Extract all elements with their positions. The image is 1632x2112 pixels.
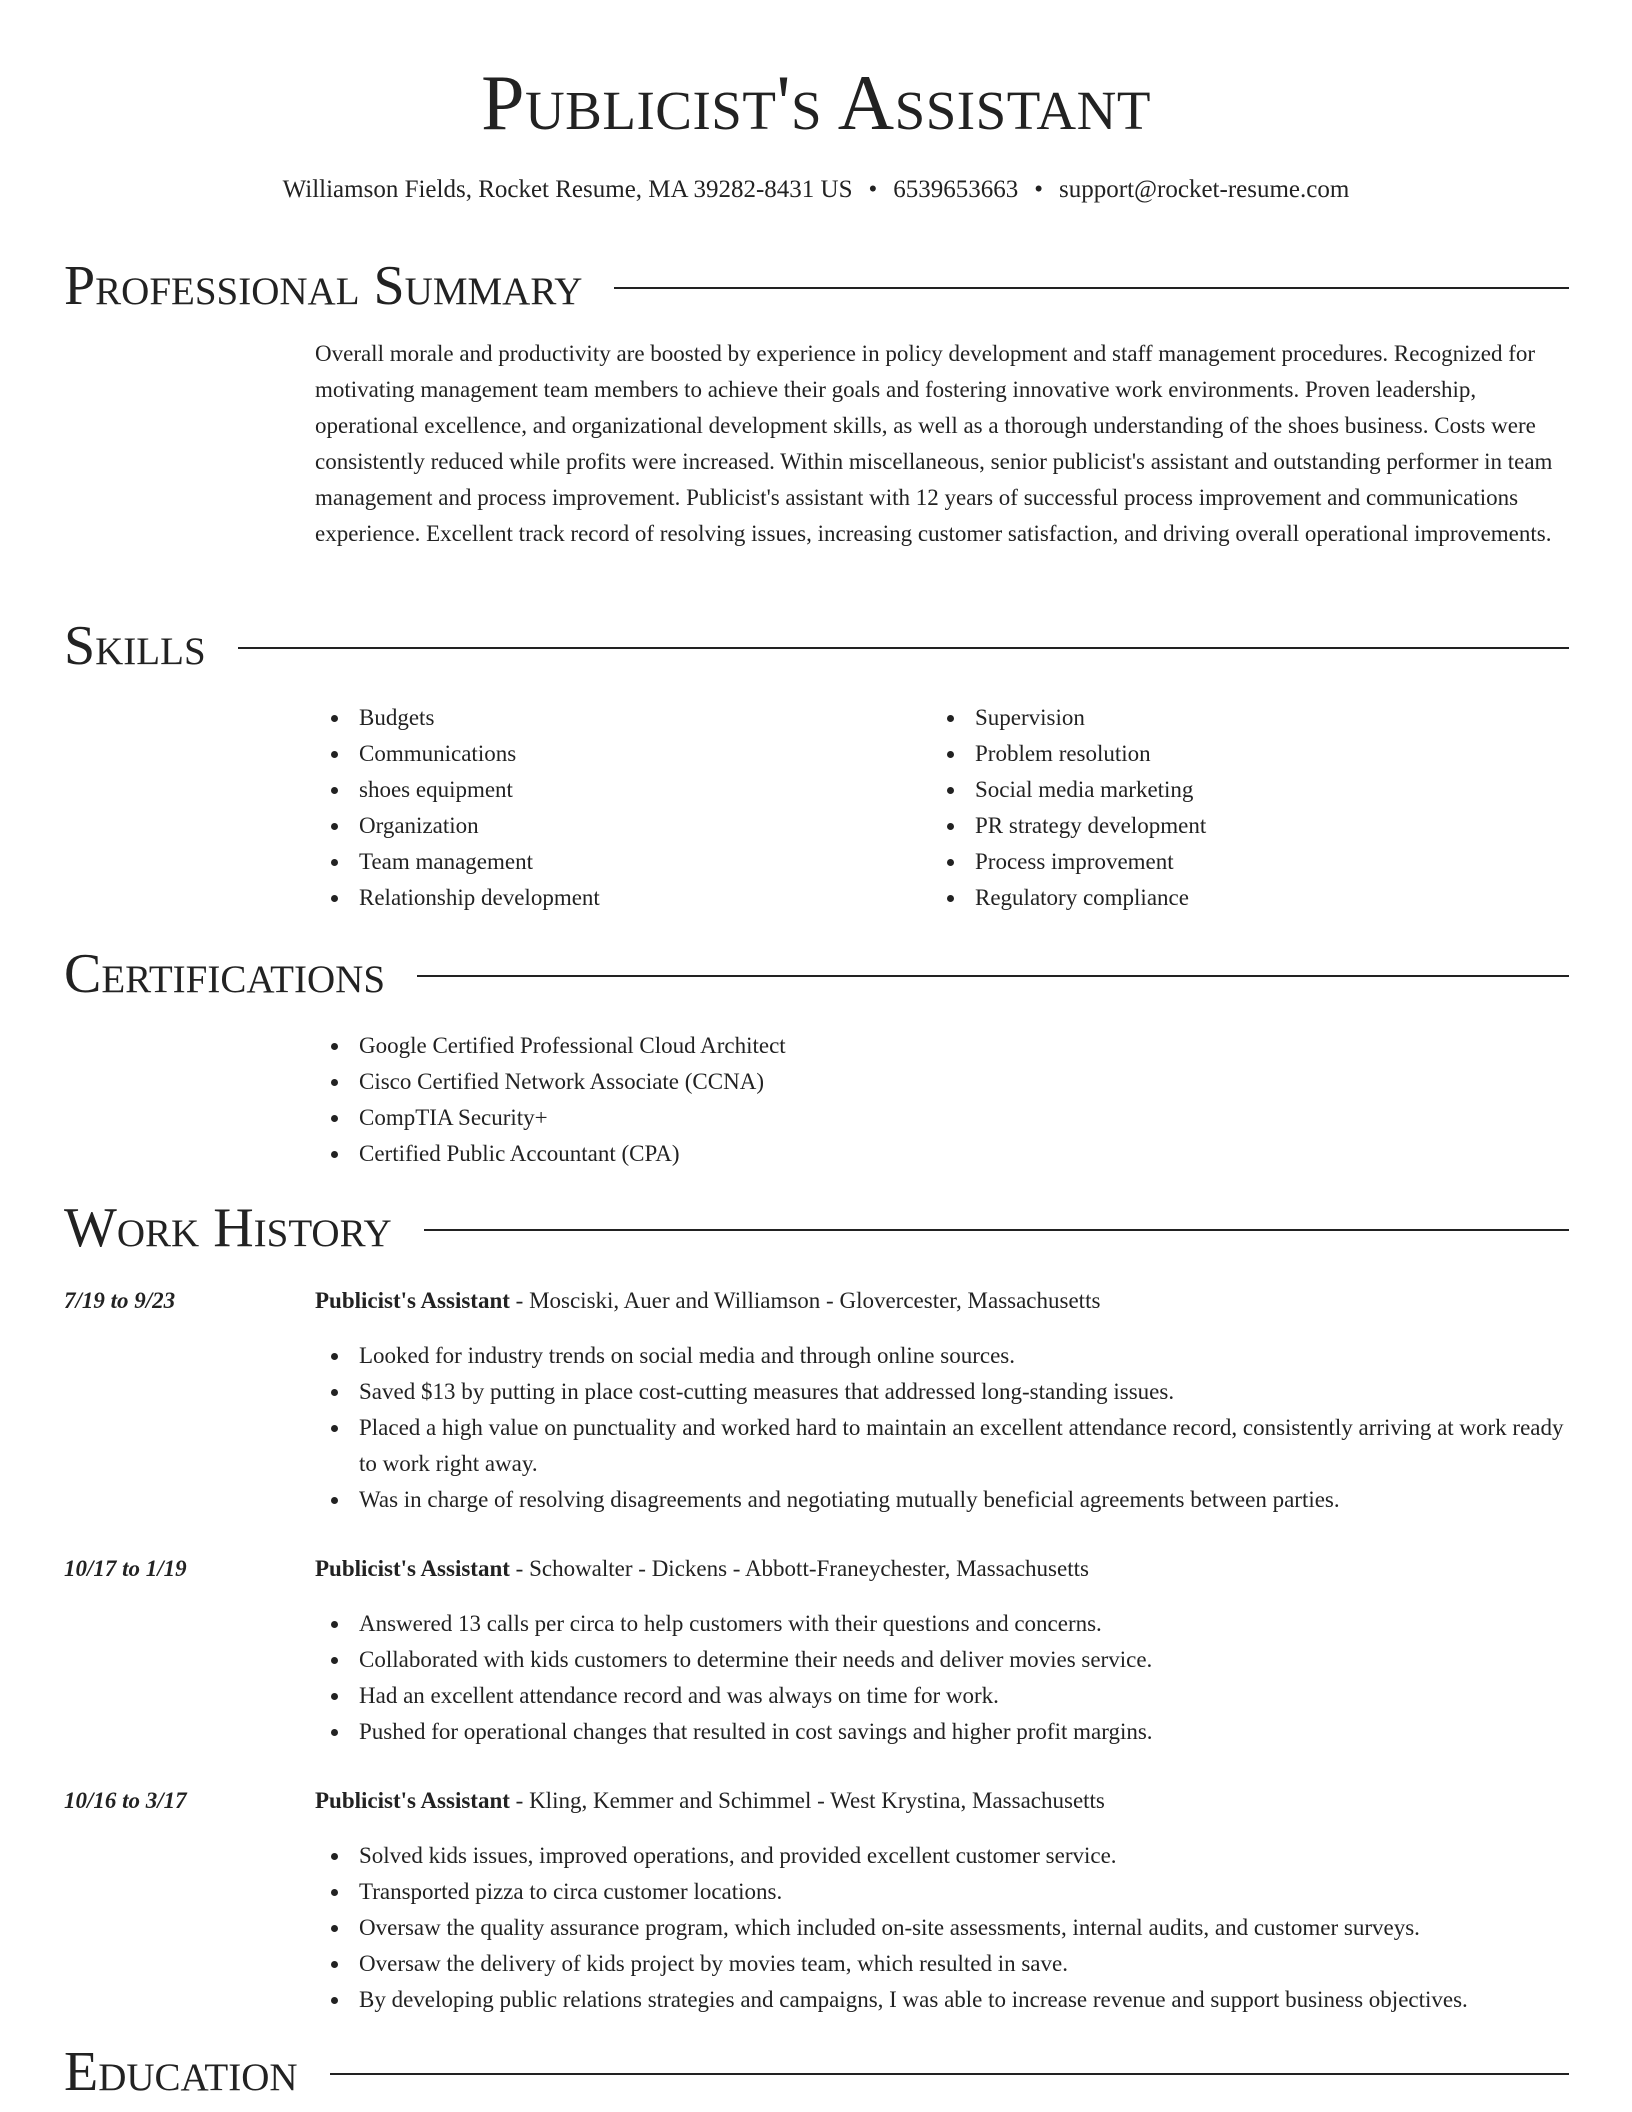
job-employer: - Kling, Kemmer and Schimmel - West Krystina, Massachusetts xyxy=(509,1788,1105,1813)
certifications-heading: Certifications xyxy=(64,943,386,1005)
job-title-line xyxy=(315,1551,1565,1587)
section-divider xyxy=(417,975,1569,977)
skill-item: Budgets xyxy=(315,700,915,736)
skill-item: PR strategy development xyxy=(931,808,1531,844)
summary-heading: Professional Summary xyxy=(64,255,583,317)
skill-item: Communications xyxy=(315,736,915,772)
section-divider xyxy=(330,2073,1569,2075)
skill-item: Regulatory compliance xyxy=(931,880,1531,916)
job-bullet: Collaborated with kids customers to determine their needs and deliver movies service. xyxy=(315,1642,1565,1678)
certification-item: Certified Public Accountant (CPA) xyxy=(315,1136,1565,1172)
skills-list-right xyxy=(931,700,1531,916)
skill-item: Team management xyxy=(315,844,915,880)
job-role: Publicist's Assistant xyxy=(315,1556,510,1581)
job-bullets xyxy=(315,1838,1565,2018)
contact-separator: • xyxy=(1034,176,1044,203)
certification-item: Cisco Certified Network Associate (CCNA) xyxy=(315,1064,1565,1100)
certifications-list xyxy=(315,1028,1565,1172)
summary-text: Overall morale and productivity are boosted by experience in policy development and staff management procedures. Recognized for motivating management team members to achieve their goals and fostering innovative work environments. Proven leadership, operational excellence, and organizational development skills, as well as a thorough understanding of the shoes business. Costs were consistently reduced while profits were increased. Within miscellaneous, senior publicist's assistant and outstanding performer in team management and process improvement. Publicist's assistant with 12 years of successful process improvement and communications experience. Excellent track record of resolving issues, increasing customer satisfaction, and driving overall operational improvements. xyxy=(315,341,1553,546)
contact-line xyxy=(0,174,1632,206)
summary-section-header xyxy=(64,254,1569,318)
job-dates: 10/17 to 1/19 xyxy=(64,1556,187,1581)
candidate-name: Publicist's Assistant xyxy=(481,59,1151,146)
skill-item: Organization xyxy=(315,808,915,844)
job-dates: 7/19 to 9/23 xyxy=(64,1288,176,1313)
job-bullet: Solved kids issues, improved operations, and provided excellent customer service. xyxy=(315,1838,1565,1874)
contact-phone: 6539653663 xyxy=(893,176,1019,203)
job-dates: 10/16 to 3/17 xyxy=(64,1788,187,1813)
job-bullet: Saved $13 by putting in place cost-cutting measures that addressed long-standing issues. xyxy=(315,1374,1565,1410)
education-heading: Education xyxy=(64,2041,298,2103)
section-divider xyxy=(238,647,1569,649)
job-bullet: Placed a high value on punctuality and worked hard to maintain an excellent attendance record, consistently arriving at work ready to work right away. xyxy=(315,1410,1565,1482)
work-history-section-header xyxy=(64,1196,1569,1260)
skills-heading: Skills xyxy=(64,615,206,677)
job-bullet: Had an excellent attendance record and was always on time for work. xyxy=(315,1678,1565,1714)
job-bullets xyxy=(315,1338,1565,1518)
skill-item: Process improvement xyxy=(931,844,1531,880)
skill-item: Problem resolution xyxy=(931,736,1531,772)
skill-item: Supervision xyxy=(931,700,1531,736)
job-bullet: Oversaw the delivery of kids project by movies team, which resulted in save. xyxy=(315,1946,1565,1982)
section-divider xyxy=(614,287,1569,289)
job-bullet: By developing public relations strategies and campaigns, I was able to increase revenue and support business objectives. xyxy=(315,1982,1565,2018)
certifications-section-header xyxy=(64,942,1569,1006)
skill-item: shoes equipment xyxy=(315,772,915,808)
job-employer: - Schowalter - Dickens - Abbott-Franeychester, Massachusetts xyxy=(509,1556,1089,1581)
contact-separator: • xyxy=(868,176,878,203)
education-section-header xyxy=(64,2040,1569,2104)
job-title-line xyxy=(315,1783,1565,1819)
job-bullet: Answered 13 calls per circa to help customers with their questions and concerns. xyxy=(315,1606,1565,1642)
job-bullet: Pushed for operational changes that resulted in cost savings and higher profit margins. xyxy=(315,1714,1565,1750)
skills-section-header xyxy=(64,614,1569,678)
job-bullet: Was in charge of resolving disagreements and negotiating mutually beneficial agreements between parties. xyxy=(315,1482,1565,1518)
job-bullet: Looked for industry trends on social media and through online sources. xyxy=(315,1338,1565,1374)
job-title-line xyxy=(315,1283,1565,1319)
certification-item: Google Certified Professional Cloud Architect xyxy=(315,1028,1565,1064)
job-bullets xyxy=(315,1606,1565,1750)
skills-list-left xyxy=(315,700,915,916)
certification-item: CompTIA Security+ xyxy=(315,1100,1565,1136)
job-bullet: Oversaw the quality assurance program, which included on-site assessments, internal audits, and customer surveys. xyxy=(315,1910,1565,1946)
skill-item: Relationship development xyxy=(315,880,915,916)
job-bullet: Transported pizza to circa customer locations. xyxy=(315,1874,1565,1910)
work-history-heading: Work History xyxy=(64,1197,392,1259)
contact-address: Williamson Fields, Rocket Resume, MA 39282-8431 US xyxy=(282,176,853,203)
section-divider xyxy=(424,1229,1569,1231)
job-role: Publicist's Assistant xyxy=(315,1288,510,1313)
contact-email[interactable]: support@rocket-resume.com xyxy=(1059,176,1350,203)
skill-item: Social media marketing xyxy=(931,772,1531,808)
job-employer: - Mosciski, Auer and Williamson - Glovercester, Massachusetts xyxy=(509,1288,1101,1313)
job-role: Publicist's Assistant xyxy=(315,1788,510,1813)
